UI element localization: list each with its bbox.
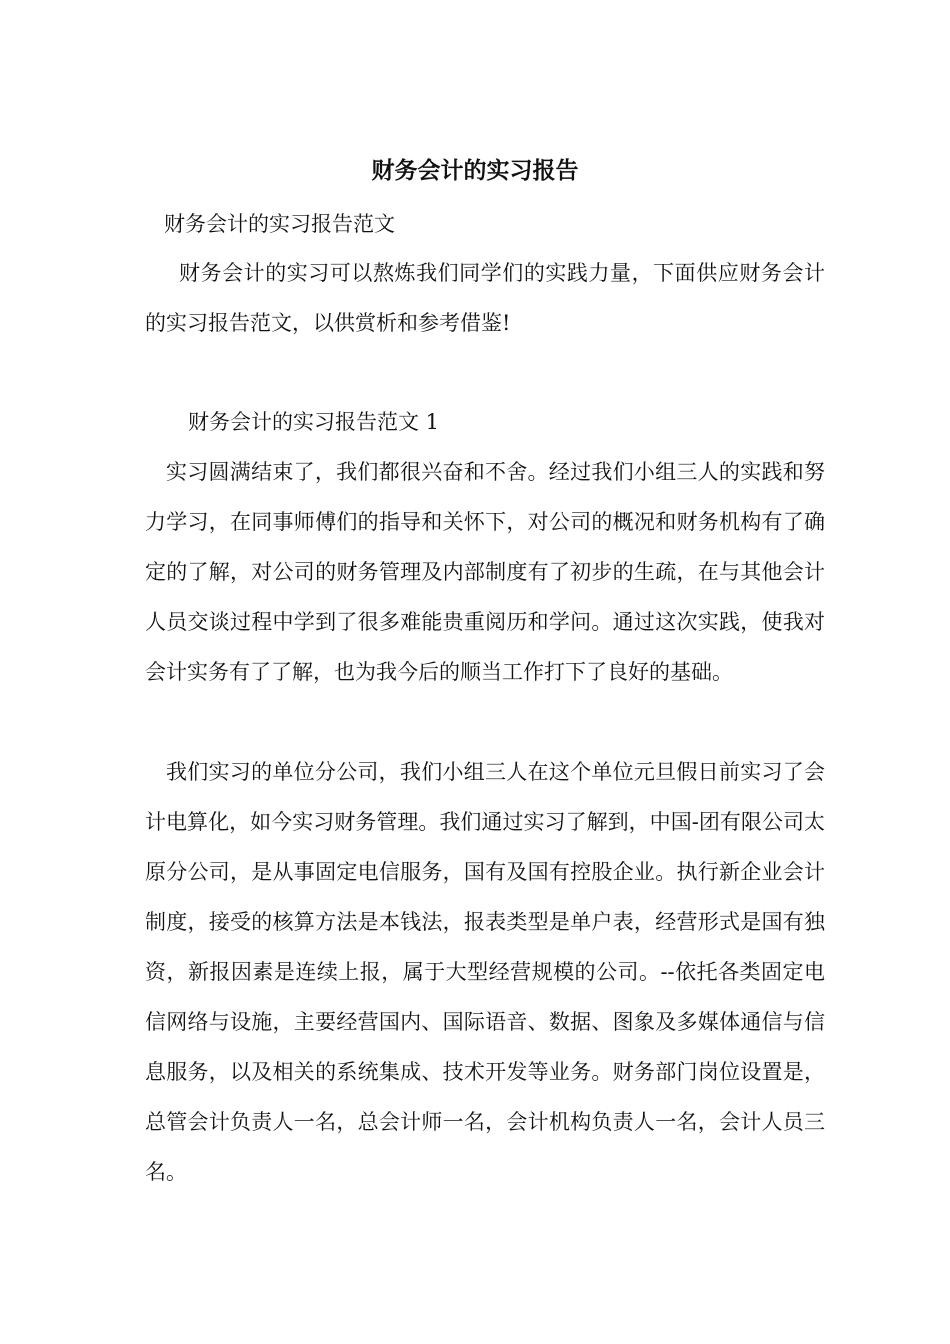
body-paragraph-1: 实习圆满结束了，我们都很兴奋和不舍。经过我们小组三人的实践和努力学习，在同事师傅们的指导和关怀下，对公司的概况和财务机构有了确定的了解，对公司的财务管理及内部制度有了初步的生疏，在与其他会计人员交谈过程中学到了很多难能贵重阅历和学问。通过这次实践，使我对会计实务有了了解，也为我今后的顺当工作打下了良好的基础。 bbox=[145, 460, 825, 684]
section-heading: 财务会计的实习报告范文 1 bbox=[188, 410, 440, 434]
intro-paragraph: 财务会计的实习可以熬炼我们同学们的实践力量，下面供应财务会计的实习报告范文，以供赏析和参考借鉴! bbox=[145, 261, 825, 335]
body-paragraph-2: 我们实习的单位分公司，我们小组三人在这个单位元旦假日前实习了会计电算化，如今实习财务管理。我们通过实习了解到，中国-团有限公司太原分公司，是从事固定电信服务，国有及国有控股企业。执行新企业会计制度，接受的核算方法是本钱法，报表类型是单户表，经营形式是国有独资，新报因素是连续上报，属于大型经营规模的公司。--依托各类固定电信网络与设施，主要经营国内、国际语音、数据、图象及多媒体通信与信息服务，以及相关的系统集成、技术开发等业务。财务部门岗位设置是，总管会计负责人一名，总会计师一名，会计机构负责人一名，会计人员三名。 bbox=[145, 760, 825, 1184]
document-subtitle: 财务会计的实习报告范文 bbox=[164, 212, 395, 236]
document-title: 财务会计的实习报告 bbox=[371, 157, 579, 184]
